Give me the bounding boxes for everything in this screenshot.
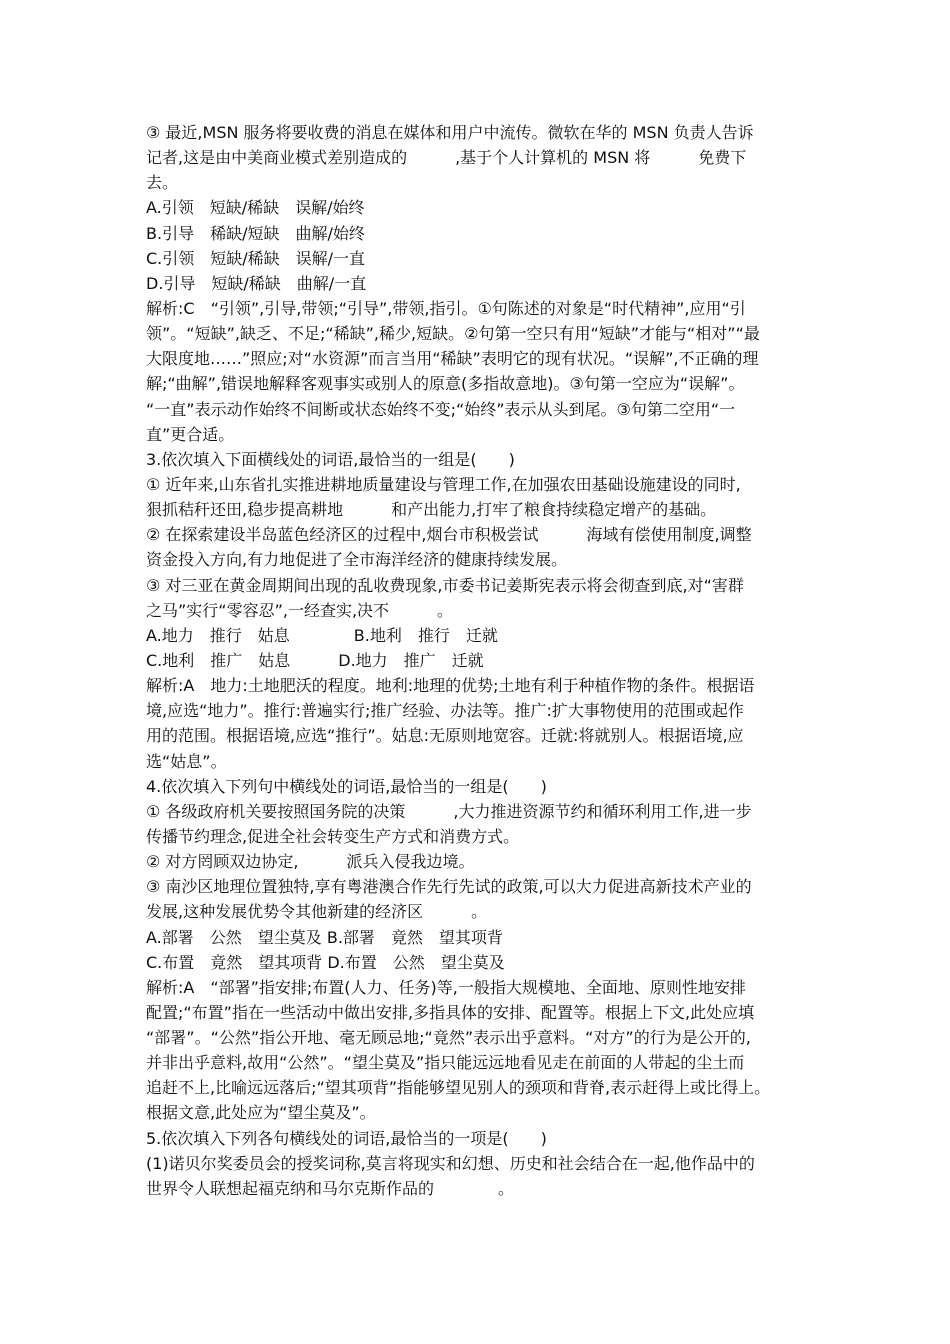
analysis-line: 配置;“布置”指在一些活动中做出安排,多指具体的安排、配置等。根据上下文,此处应填 bbox=[146, 1002, 755, 1022]
text-line: ① 各级政府机关要按照国务院的决策 ,大力推进资源节约和循环利用工作,进一步 bbox=[146, 801, 752, 821]
analysis-line: “部署”。“公然”指公开地、毫无顾忌地;“竟然”表示出乎意料。“对方”的行为是公开的, bbox=[146, 1028, 751, 1048]
text-line: 记者,这是由中美商业模式差别造成的 ,基于个人计算机的 MSN 将 免费下 bbox=[146, 148, 747, 168]
question-heading: 3.依次填入下面横线处的词语,最恰当的一组是( ) bbox=[146, 449, 515, 469]
option-line: B.引导 稀缺/短缺 曲解/始终 bbox=[146, 223, 365, 243]
analysis-line: 解析:C “引领”,引导,带领;“引导”,带领,指引。①句陈述的对象是“时代精神”,应用“引 bbox=[146, 298, 746, 318]
text-line: ③ 最近,MSN 服务将要收费的消息在媒体和用户中流传。微软在华的 MSN 负责人告诉 bbox=[146, 123, 754, 142]
text-line: 世界令人联想起福克纳和马尔克斯作品的 。 bbox=[146, 1178, 515, 1198]
analysis-line: 追赶不上,比喻远远落后;“望其项背”指能够望见别人的颈项和背脊,表示赶得上或比得上。 bbox=[146, 1078, 771, 1098]
text-line: ③ 对三亚在黄金周期间出现的乱收费现象,市委书记姜斯宪表示将会彻查到底,对“害群 bbox=[146, 575, 744, 595]
option-line: C.引领 短缺/稀缺 误解/一直 bbox=[146, 248, 366, 268]
analysis-line: 用的范围。根据语境,应选“推行”。姑息:无原则地宽容。迁就:将就别人。根据语境,应 bbox=[146, 726, 744, 746]
option-line: A.引领 短缺/稀缺 误解/始终 bbox=[146, 198, 365, 218]
analysis-line: 解析:A “部署”指安排;布置(人力、任务)等,一般指大规模地、全面地、原则性地安排 bbox=[146, 977, 746, 997]
analysis-line: “一直”表示动作始终不间断或状态始终不变;“始终”表示从头到尾。③句第二空用“一 bbox=[146, 399, 736, 419]
analysis-line: 根据文意,此处应为“望尘莫及”。 bbox=[146, 1103, 376, 1123]
option-line: D.引导 短缺/稀缺 曲解/一直 bbox=[146, 273, 367, 293]
analysis-line: 直”更合适。 bbox=[146, 424, 235, 444]
option-line: A.地力 推行 姑息 B.地利 推行 迁就 bbox=[146, 625, 498, 645]
option-line: C.布置 竟然 望其项背 D.布置 公然 望尘莫及 bbox=[146, 952, 505, 972]
text-line: (1)诺贝尔奖委员会的授奖词称,莫言将现实和幻想、历史和社会结合在一起,他作品中的 bbox=[146, 1153, 755, 1173]
analysis-line: 境,应选“地力”。推行:普遍实行;推广经验、办法等。推广:扩大事物使用的范围或起作 bbox=[146, 701, 744, 721]
analysis-line: 选“姑息”。 bbox=[146, 751, 227, 771]
text-line: ① 近年来,山东省扎实推进耕地质量建设与管理工作,在加强农田基础设施建设的同时, bbox=[146, 474, 741, 494]
question-heading: 4.依次填入下列句中横线处的词语,最恰当的一组是( ) bbox=[146, 776, 547, 796]
question-heading: 5.依次填入下列各句横线处的词语,最恰当的一项是( ) bbox=[146, 1128, 547, 1148]
text-line: 传播节约理念,促进全社会转变生产方式和消费方式。 bbox=[146, 826, 520, 846]
text-line: 去。 bbox=[146, 173, 179, 193]
text-line: ② 对方罔顾双边协定, 派兵入侵我边境。 bbox=[146, 852, 475, 872]
analysis-line: 解;“曲解”,错误地解释客观事实或别人的原意(多指故意地)。③句第一空应为“误解”。 bbox=[146, 374, 745, 394]
analysis-line: 并非出乎意料,故用“公然”。“望尘莫及”指只能远远地看见走在前面的人带起的尘土而 bbox=[146, 1053, 745, 1073]
text-line: 发展,这种发展优势令其他新建的经济区 。 bbox=[146, 902, 488, 922]
analysis-line: 解析:A 地力:土地肥沃的程度。地利:地理的优势;土地有利于种植作物的条件。根据语 bbox=[146, 676, 755, 696]
text-line: 之马”实行“零容忍”,一经查实,决不 。 bbox=[146, 600, 454, 620]
option-line: C.地利 推广 姑息 D.地力 推广 迁就 bbox=[146, 650, 484, 670]
document-page bbox=[146, 120, 810, 1201]
analysis-line: 大限度地……”照应;对“水资源”而言当用“稀缺”表明它的现有状况。“误解”,不正确的理 bbox=[146, 349, 759, 369]
analysis-line: 领”。“短缺”,缺乏、不足;“稀缺”,稀少,短缺。②句第一空只有用“短缺”才能与“相对”“最 bbox=[146, 324, 760, 344]
text-line: ② 在探索建设半岛蓝色经济区的过程中,烟台市积极尝试 海域有偿使用制度,调整 bbox=[146, 525, 752, 545]
option-line: A.部署 公然 望尘莫及 B.部署 竟然 望其项背 bbox=[146, 927, 503, 947]
text-line: 资金投入方向,有力地促进了全市海洋经济的健康持续发展。 bbox=[146, 550, 568, 570]
text-line: ③ 南沙区地理位置独特,享有粤港澳合作先行先试的政策,可以大力促进高新技术产业的 bbox=[146, 877, 752, 897]
text-line: 狠抓秸秆还田,稳步提高耕地 和产出能力,打牢了粮食持续稳定增产的基础。 bbox=[146, 500, 717, 520]
